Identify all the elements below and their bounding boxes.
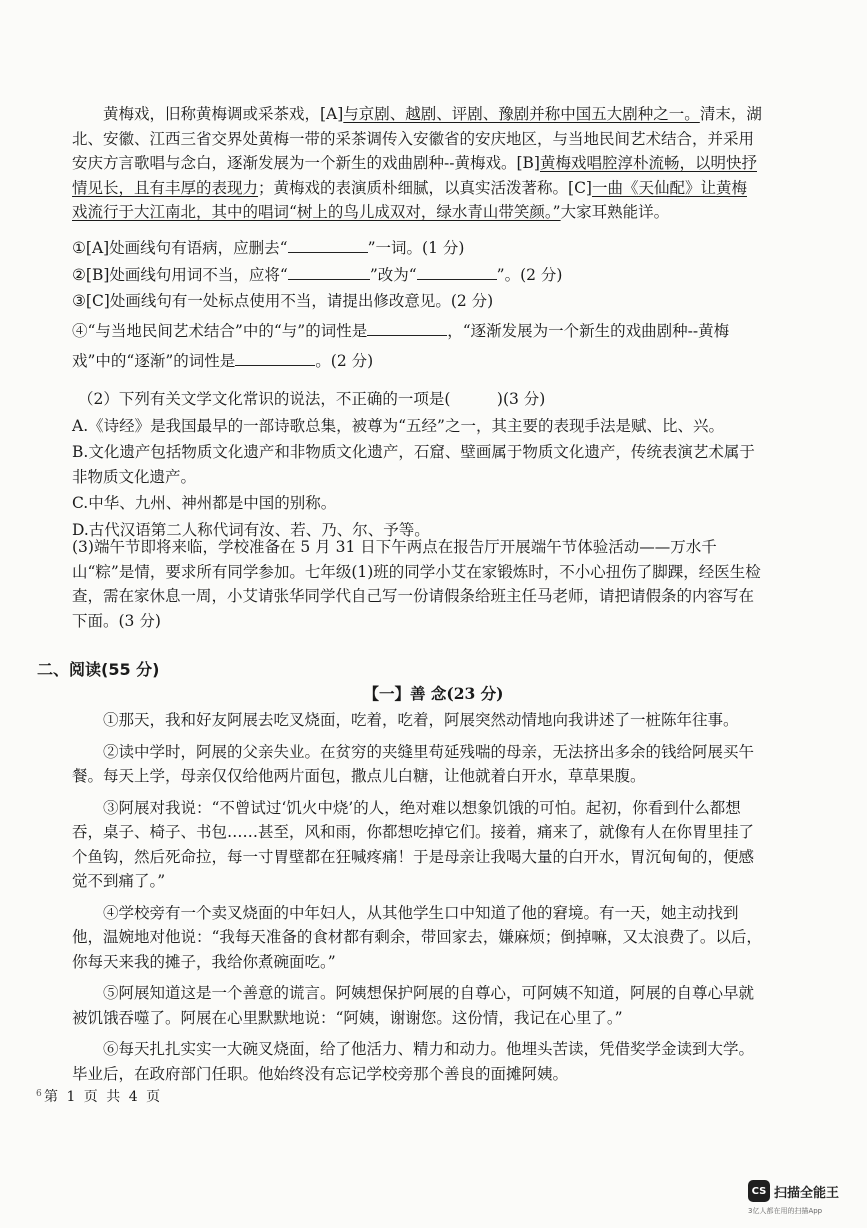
q1-passage — [72, 102, 762, 225]
article-paragraph: ⑤阿展知道这是一个善意的谎言。阿姨想保护阿展的自尊心，可阿姨不知道，阿展的自尊心早就被饥饿吞噬了。阿展在心里默默地说：“阿姨，谢谢您。这份情，我记在心里了。” — [72, 984, 755, 1027]
article-paragraph: ④学校旁有一个卖叉烧面的中年妇人，从其他学生口中知道了他的窘境。有一天，她主动找到他，温婉地对他说：“我每天准备的食材都有剩余，带回家去，嫌麻烦；倒掉嘛，又太浪费了。以后，你每天来我的摊子，我给你煮碗面吃。” — [72, 903, 762, 971]
section-title: 二、阅读(55 分) — [37, 660, 160, 679]
option-a[interactable]: A.《诗经》是我国最早的一部诗歌总集，被尊为“五经”之一，其主要的表现手法是赋、比、兴。 — [72, 416, 724, 435]
passage-text — [72, 102, 762, 225]
sub4-pre: ④“与当地民间艺术结合”中的“与”的词性是 — [72, 322, 368, 340]
sub4-mid: ，“逐渐发展为一个新生的戏曲剧种--黄梅戏”中的“逐渐”的词性是 — [72, 322, 730, 370]
q1-subquestions — [72, 236, 762, 314]
article-paragraph: ③阿展对我说：“不曾试过‘饥火中烧’的人，绝对难以想象饥饿的可怕。起初，你看到什么都想吞，桌子、椅子、书包……甚至，风和雨，你都想吃掉它们。接着，痛来了，就像有人在你胃里挂了个鱼钩，然后死命拉，每一寸胃壁都在狂喊疼痛！于是母亲让我喝大量的白开水，胃沉甸甸的，便感觉不到痛了。” — [72, 798, 755, 890]
option-d[interactable]: D.古代汉语第二人称代词有汝、若、乃、尔、予等。 — [72, 520, 430, 539]
article-paragraph: ①那天，我和好友阿展去吃叉烧面，吃着，吃着，阿展突然动情地向我讲述了一桩陈年往事。 — [103, 711, 739, 729]
sub-question-4 — [72, 316, 762, 376]
scanner-logo — [748, 1180, 839, 1202]
q2-stem: （2）下列有关文学文化常识的说法，不正确的一项是( )(3 分) — [78, 390, 546, 408]
sub2-mid: ”改为“ — [369, 265, 417, 284]
sub-question-3: ③[C]处画线句有一处标点使用不当，请提出修改意见。(2 分) — [72, 292, 494, 310]
answer-blank-4a[interactable] — [367, 321, 447, 336]
scanner-tagline: 3亿人都在用的扫描App — [748, 1207, 823, 1215]
option-b[interactable]: B.文化遗产包括物质文化遗产和非物质文化遗产，石窟、壁画属于物质文化遗产，传统表演艺术属于非物质文化遗产。 — [72, 443, 755, 486]
answer-blank-4b[interactable] — [235, 351, 315, 366]
cs-logo-icon: CS — [748, 1180, 770, 1202]
passage-seg-3: ；黄梅戏的表演质朴细腻，以真实活泼著称。[C] — [258, 178, 592, 197]
q2 — [72, 387, 762, 542]
q3 — [72, 535, 762, 633]
underline-c: 一曲《天仙配》让黄梅戏流行于大江南北，其中的唱词“树上的鸟儿成双对，绿水青山带笑颜。” — [72, 178, 747, 221]
passage-seg-4: 大家耳熟能详。 — [560, 203, 670, 221]
article-title: 【一】善 念(23 分) — [363, 684, 504, 703]
answer-blank-2b[interactable] — [417, 265, 497, 280]
passage-seg-1: 黄梅戏，旧称黄梅调或采茶戏，[A] — [103, 105, 344, 123]
footer-mark: 6 — [36, 1089, 42, 1099]
answer-blank-2a[interactable] — [288, 265, 370, 280]
sub2-pre: ②[B]处画线句用词不当，应将“ — [72, 265, 288, 284]
sub1-pre: ①[A]处画线句有语病，应删去“ — [72, 239, 288, 257]
answer-blank-1[interactable] — [288, 238, 368, 253]
underline-b: 黄梅戏唱腔淳朴流畅，以明快抒情见长，且有丰厚的表现力 — [72, 154, 757, 197]
q3-text: (3)端午节即将来临，学校准备在 5 月 31 日下午两点在报告厅开展端午节体验活动——万水千山“粽”是情，要求所有同学参加。七年级(1)班的同学小艾在家锻炼时，不小心扭伤了脚踝，经医生检查，需在家休息一周，小艾请张华同学代自己写一份请假条给班主任马老师，请把请假条的内容写在下面。(3 分) — [72, 538, 761, 630]
sub1-post: ”一词。(1 分) — [367, 239, 465, 257]
page-number: 第 1 页 共 4 页 — [44, 1089, 163, 1105]
sub2-post: ”。(2 分) — [496, 265, 563, 284]
sub-question-1 — [72, 236, 762, 261]
article-body — [72, 708, 762, 1086]
article-paragraph: ⑥每天扎扎实实一大碗叉烧面，给了他活力、精力和动力。他埋头苦读，凭借奖学金读到大学。毕业后，在政府部门任职。他始终没有忘记学校旁那个善良的面摊阿姨。 — [72, 1040, 755, 1083]
passage-seg-2: 清末，湖北、安徽、江西三省交界处黄梅一带的采茶调传入安徽省的安庆地区，与当地民间艺术结合，并采用安庆方言歌唱与念白，逐渐发展为一个新生的戏曲剧种--黄梅戏。[B] — [72, 105, 762, 172]
sub4-post: 。(2 分) — [315, 352, 374, 370]
underline-a: 与京剧、越剧、评剧、豫剧并称中国五大剧种之一。 — [343, 105, 700, 123]
article-paragraph: ②读中学时，阿展的父亲失业。在贫穷的夹缝里苟延残喘的母亲，无法挤出多余的钱给阿展买午餐。每天上学，母亲仅仅给他两片面包，撒点儿白糖，让他就着白开水，草草果腹。 — [72, 742, 755, 785]
sub-question-2 — [72, 263, 762, 288]
option-c[interactable]: C.中华、九州、神州都是中国的别称。 — [72, 494, 337, 512]
scanner-name: 扫描全能王 — [774, 1185, 840, 1201]
